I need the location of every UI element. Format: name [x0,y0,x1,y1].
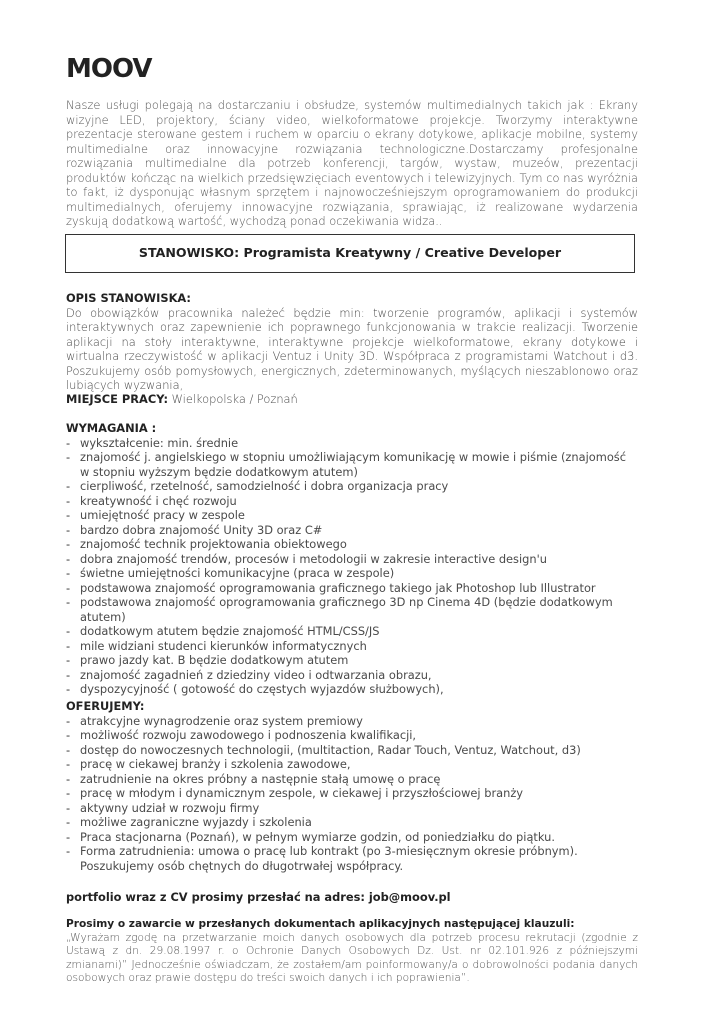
list-item: ‐ dyspozycyjność ( gotowość do częstych wyjazdów służbowych), [66,682,638,697]
list-item: ‐ znajomość zagadnień z dziedziny video i odtwarzania obrazu, [66,668,638,683]
job-title: STANOWISKO: Programista Kreatywny / Creative Developer [138,245,562,261]
list-item: ‐ pracę w ciekawej branży i szkolenia zawodowe, [66,757,638,772]
list-item: ‐ możliwość rozwoju zawodowego i podnoszenia kwalifikacji, [66,728,638,743]
location-value: Wielkopolska / Poznań [171,392,298,406]
list-item: ‐ zatrudnienie na okres próbny a następnie stałą umowę o pracę [66,772,638,787]
list-item: ‐ dodatkowym atutem będzie znajomość HTML/CSS/JS [66,624,638,639]
offer-heading: OFERUJEMY: [66,699,145,713]
list-item: ‐ dostęp do nowoczesnych technologii, (multitaction, Radar Touch, Ventuz, Watchout, d3) [66,743,638,758]
description-text: Do obowiązków pracownika należeć będzie min: tworzenie programów, aplikacji i systemów interaktywnych oraz zapewnienie ich poprawnego funkcjonowania w trakcie realizacji. Tworzenie aplikacji na stoły interaktywne, interaktywne projekcje wielkoformatowe, ekrany dotykowe i wirtualna rzeczywistość w aplikacji Ventuz i Unity 3D. Współpraca z programistami Watchout i d3. Poszukujemy osób pomysłowych, energicznych, zdeterminowanych, myślących nieszablonowo oraz lubiących wyzwania, [66,305,638,392]
list-item: ‐ umiejętność pracy w zespole [66,508,638,523]
clause-heading: Prosimy o zawarcie w przesłanych dokumentach aplikacyjnych następującej klauzuli: [66,918,575,930]
list-item: ‐ atrakcyjne wynagrodzenie oraz system premiowy [66,714,638,729]
requirements-section [66,421,638,697]
moov-logo: MOOV [66,54,152,84]
list-item: ‐ kreatywność i chęć rozwoju [66,494,638,509]
location-section [66,392,638,407]
list-item: ‐ dobra znajomość trendów, procesów i metodologii w zakresie interactive design'u [66,552,638,567]
clause-text: „Wyrażam zgodę na przetwarzanie moich danych osobowych dla potrzeb procesu rekrutacji (zgodnie z Ustawą z dn. 29.08.1997 r. o Ochronie Danych Osobowych Dz. Ust. nr 02.101.926 z późniejszymi zmianami)” Jednocześnie oświadczam, że zostałem/am poinformowany/a o dobrowolności podania danych osobowych oraz prawie dostępu do treści swoich danych i ich poprawienia”. [66,931,638,984]
portfolio-instruction: portfolio wraz z CV prosimy przesłać na adres: job@moov.pl [66,890,451,904]
job-title-box [65,234,635,273]
list-item: ‐ Praca stacjonarna (Poznań), w pełnym wymiarze godzin, od poniedziałku do piątku. [66,830,638,845]
offer-section [66,699,638,873]
list-item: ‐ wykształcenie: min. średnie [66,436,638,451]
list-item: ‐ możliwe zagraniczne wyjazdy i szkolenia [66,815,638,830]
list-item: ‐ podstawowa znajomość oprogramowania graficznego takiego jak Photoshop lub Illustrator [66,581,638,596]
list-item: ‐ prawo jazdy kat. B będzie dodatkowym atutem [66,653,638,668]
requirements-heading: WYMAGANIA : [66,421,157,435]
list-item: ‐ cierpliwość, rzetelność, samodzielność i dobra organizacja pracy [66,479,638,494]
requirements-list [66,436,638,697]
list-item: ‐ znajomość technik projektowania obiektowego [66,537,638,552]
company-intro: Nasze usługi polegają na dostarczaniu i obsłudze, systemów multimedialnych takich jak : Ekrany wizyjne LED, projektory, ściany video, wielkoformatowe projekcje. Tworzymy interaktywne prezentacje sterowane gestem i ruchem w oparciu o ekrany dotykowe, aplikacje mobilne, systemy multimedialne oraz innowacyjne rozwiązania technologiczne.Dostarczamy profesjonalne rozwiązania multimedialne dla potrzeb konferencji, targów, wystaw, muzeów, prezentacji produktów kończąc na wielkich przedsięwzięciach eventowych i telewizyjnych. Tym co nas wyróżnia to fakt, iż dysponując własnym sprzętem i najnowocześniejszym oprogramowaniem do produkcji multimedialnych, oferujemy innowacyjne rozwiązania, sprawiając, iż realizowane wydarzenia zyskują dodatkową wartość, wychodzą ponad oczekiwania widza.. [66,98,638,228]
clause-section [66,918,638,986]
description-section [66,291,638,393]
list-item: ‐ znajomość j. angielskiego w stopniu umożliwiającym komunikację w mowie i piśmie (znajomość w stopniu wyższym będzie dodatkowym atutem) [66,450,638,479]
offer-list [66,714,638,874]
list-item: ‐ podstawowa znajomość oprogramowania graficznego 3D np Cinema 4D (będzie dodatkowym atutem) [66,595,638,624]
location-heading: MIEJSCE PRACY: [66,392,169,406]
list-item: ‐ pracę w młodym i dynamicznym zespole, w ciekawej i przyszłościowej branży [66,786,638,801]
list-item: ‐ aktywny udział w rozwoju firmy [66,801,638,816]
list-item: ‐ bardzo dobra znajomość Unity 3D oraz C# [66,523,638,538]
description-heading: OPIS STANOWISKA: [66,291,191,305]
list-item: ‐ Forma zatrudnienia: umowa o pracę lub kontrakt (po 3-miesięcznym okresie próbnym). Poszukujemy osób chętnych do długotrwałej współpracy. [66,844,638,873]
list-item: ‐ mile widziani studenci kierunków informatycznych [66,639,638,654]
list-item: ‐ świetne umiejętności komunikacyjne (praca w zespole) [66,566,638,581]
